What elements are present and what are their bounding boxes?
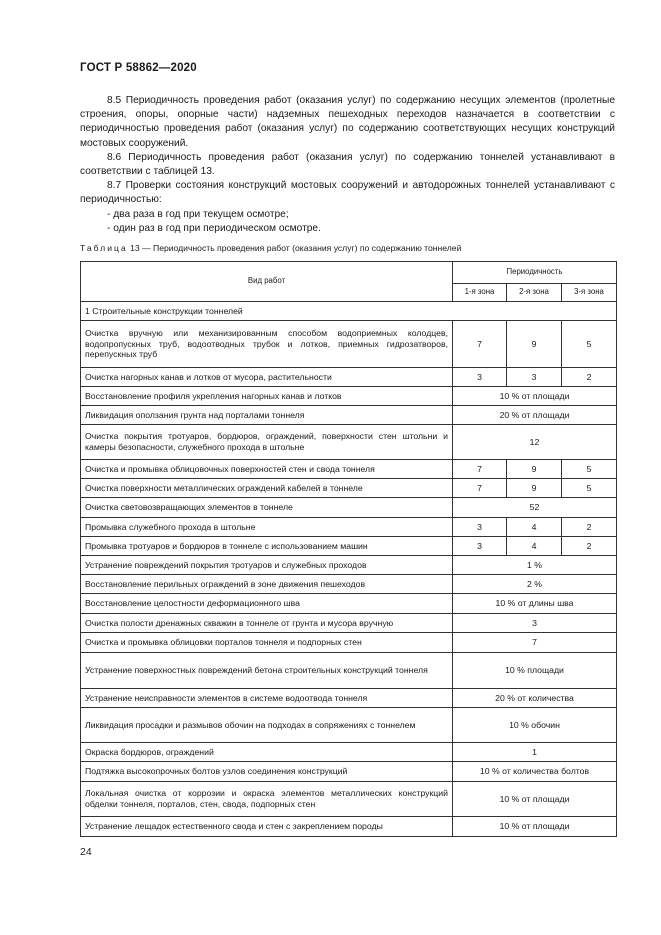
table-row	[81, 387, 617, 406]
table-row	[81, 653, 617, 689]
paragraph-8-6: 8.6 Периодичность проведения работ (оказания услуг) по содержанию тоннелей устанавливают в соответствии с таблицей 13.	[80, 151, 615, 178]
list-item-periodic-inspection: - один раз в год при периодическом осмотре.	[107, 222, 321, 234]
periodicity-zone-3-cell: 5	[562, 321, 617, 368]
work-name-cell: Очистка световозвращающих элементов в тоннеле	[81, 498, 453, 518]
periodicity-zone-2-cell: 9	[507, 479, 562, 498]
periodicity-all-zones-cell: 10 % от площади	[453, 387, 617, 406]
periodicity-all-zones-cell: 10 % обочин	[453, 708, 617, 743]
header-zone-3: 3-я зона	[562, 284, 617, 302]
periodicity-all-zones-cell: 10 % от количества болтов	[453, 762, 617, 782]
periodicity-all-zones-cell: 52	[453, 498, 617, 518]
table-row	[81, 594, 617, 614]
work-name-cell: Восстановление профиля укрепления нагорных канав и лотков	[81, 387, 453, 406]
periodicity-zone-1-cell: 3	[453, 368, 507, 387]
work-name-cell: Подтяжка высокопрочных болтов узлов соединения конструкций	[81, 762, 453, 782]
work-name-cell: Очистка и промывка облицовочных поверхностей стен и свода тоннеля	[81, 460, 453, 479]
periodicity-all-zones-cell: 20 % от количества	[453, 689, 617, 708]
table-row	[81, 479, 617, 498]
table-caption	[80, 243, 461, 253]
list-item-current-inspection: - два раза в год при текущем осмотре;	[107, 208, 289, 220]
periodicity-all-zones-cell: 7	[453, 633, 617, 653]
periodicity-zone-3-cell: 5	[562, 479, 617, 498]
work-name-cell: Устранение неисправности элементов в системе водоотвода тоннеля	[81, 689, 453, 708]
header-periodicity: Периодичность	[453, 262, 617, 284]
work-name-cell: Локальная очистка от коррозии и окраска элементов металлических конструкций обделки тоннеля, порталов, стен, свода, подпорных стен	[81, 782, 453, 817]
periodicity-zone-2-cell: 3	[507, 368, 562, 387]
work-name-cell: Устранение лещадок естественного свода и стен с закреплением породы	[81, 817, 453, 837]
work-name-cell: Очистка вручную или механизированным способом водоприемных колодцев, водопропускных труб, водоотводных трубок и лотков, приемных гидрозатворов, перепускных труб	[81, 321, 453, 368]
work-name-cell: Устранение повреждений покрытия тротуаров и служебных проходов	[81, 556, 453, 575]
document-header: ГОСТ Р 58862—2020	[80, 62, 197, 74]
paragraph-8-5: 8.5 Периодичность проведения работ (оказания услуг) по содержанию несущих элементов (пролетные строения, опоры, опорные части) надземных пешеходных переходов назначается в соответствии с периодичностью проведения работ (оказания услуг) по содержанию соответствующих несущих конструкций мостовых сооружений.	[80, 95, 615, 149]
work-name-cell: Устранение поверхностных повреждений бетона строительных конструкций тоннеля	[81, 653, 453, 689]
work-name-cell: Очистка полости дренажных скважин в тоннеле от грунта и мусора вручную	[81, 614, 453, 633]
table-row	[81, 460, 617, 479]
work-name-cell: Очистка поверхности металлических ограждений кабелей в тоннеле	[81, 479, 453, 498]
periodicity-zone-1-cell: 3	[453, 518, 507, 537]
periodicity-zone-2-cell: 9	[507, 460, 562, 479]
periodicity-zone-3-cell: 2	[562, 518, 617, 537]
work-name-cell: Очистка покрытия тротуаров, бордюров, ограждений, поверхности стен штольни и камеры безопасности, служебного прохода в штольне	[81, 425, 453, 460]
table-row	[81, 689, 617, 708]
table-row	[81, 762, 617, 782]
periodicity-zone-3-cell: 5	[562, 460, 617, 479]
periodicity-all-zones-cell: 1 %	[453, 556, 617, 575]
periodicity-all-zones-cell: 10 % от площади	[453, 782, 617, 817]
table-row	[81, 425, 617, 460]
periodicity-all-zones-cell: 10 % от площади	[453, 817, 617, 837]
periodicity-all-zones-cell: 12	[453, 425, 617, 460]
periodicity-all-zones-cell: 10 % площади	[453, 653, 617, 689]
body-text	[80, 94, 615, 236]
header-zone-1: 1-я зона	[453, 284, 507, 302]
section-title: 1 Строительные конструкции тоннелей	[81, 302, 617, 321]
table-row	[81, 556, 617, 575]
work-name-cell: Промывка служебного прохода в штольне	[81, 518, 453, 537]
periodicity-zone-1-cell: 7	[453, 460, 507, 479]
periodicity-zone-3-cell: 2	[562, 368, 617, 387]
table-row	[81, 575, 617, 594]
table-row	[81, 537, 617, 556]
periodicity-all-zones-cell: 2 %	[453, 575, 617, 594]
work-name-cell: Восстановление перильных ограждений в зоне движения пешеходов	[81, 575, 453, 594]
periodicity-zone-3-cell: 2	[562, 537, 617, 556]
table-row	[81, 782, 617, 817]
work-name-cell: Промывка тротуаров и бордюров в тоннеле с использованием машин	[81, 537, 453, 556]
work-name-cell: Ликвидация просадки и размывов обочин на подходах в сопряжениях с тоннелем	[81, 708, 453, 743]
periodicity-all-zones-cell: 3	[453, 614, 617, 633]
header-work-type: Вид работ	[81, 262, 453, 302]
periodicity-zone-1-cell: 7	[453, 321, 507, 368]
table-row	[81, 368, 617, 387]
table-section-row	[81, 302, 617, 321]
periodicity-zone-1-cell: 7	[453, 479, 507, 498]
table-caption-label: Таблица	[80, 243, 128, 253]
periodicity-zone-2-cell: 4	[507, 537, 562, 556]
table-header-row	[81, 262, 617, 284]
work-name-cell: Очистка и промывка облицовки порталов тоннеля и подпорных стен	[81, 633, 453, 653]
table-row	[81, 518, 617, 537]
table-row	[81, 817, 617, 837]
periodicity-zone-1-cell: 3	[453, 537, 507, 556]
work-name-cell: Восстановление целостности деформационного шва	[81, 594, 453, 614]
table-row	[81, 708, 617, 743]
periodicity-all-zones-cell: 20 % от площади	[453, 406, 617, 425]
page-number: 24	[80, 846, 92, 858]
work-name-cell: Ликвидация оползания грунта над порталами тоннеля	[81, 406, 453, 425]
periodicity-all-zones-cell: 1	[453, 743, 617, 762]
table-row	[81, 406, 617, 425]
work-name-cell: Очистка нагорных канав и лотков от мусора, растительности	[81, 368, 453, 387]
paragraph-8-7: 8.7 Проверки состояния конструкций мостовых сооружений и автодорожных тоннелей устанавливают с периодичностью:	[80, 180, 615, 206]
table-caption-title: 13 — Периодичность проведения работ (оказания услуг) по содержанию тоннелей	[127, 243, 462, 253]
table-row	[81, 743, 617, 762]
table-row	[81, 633, 617, 653]
periodicity-zone-2-cell: 4	[507, 518, 562, 537]
work-name-cell: Окраска бордюров, ограждений	[81, 743, 453, 762]
table-row	[81, 498, 617, 518]
periodicity-all-zones-cell: 10 % от длины шва	[453, 594, 617, 614]
header-zone-2: 2-я зона	[507, 284, 562, 302]
table-row	[81, 321, 617, 368]
periodicity-table	[80, 261, 617, 837]
table-row	[81, 614, 617, 633]
periodicity-zone-2-cell: 9	[507, 321, 562, 368]
